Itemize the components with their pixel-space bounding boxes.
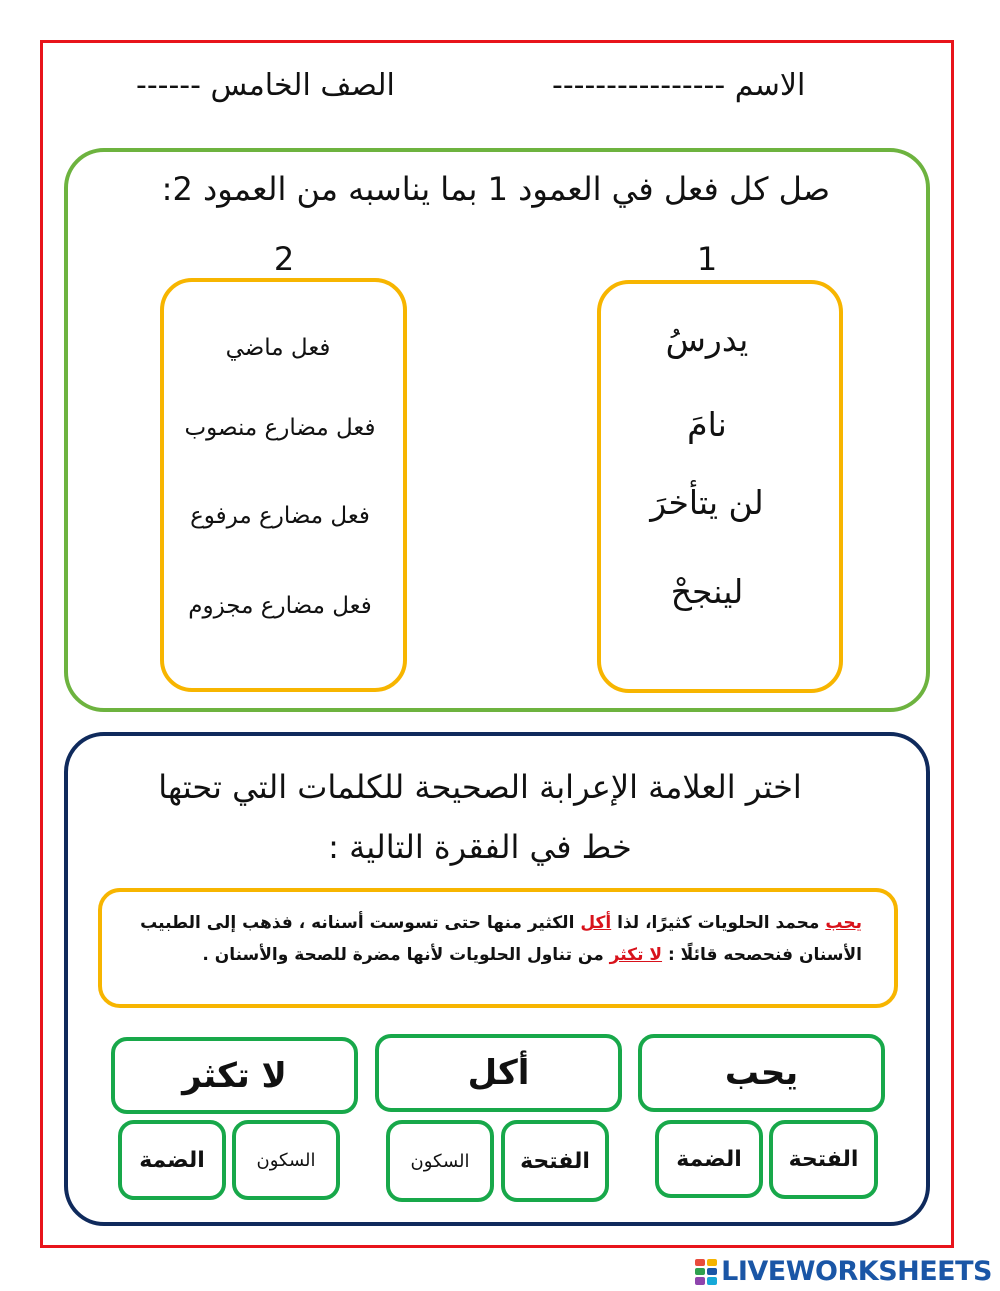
column2-word[interactable]: فعل مضارع مرفوع bbox=[190, 503, 370, 529]
passage-text: محمد الحلويات كثيرًا، لذا bbox=[611, 913, 826, 933]
word-box-yuhibb: يحب bbox=[638, 1034, 885, 1112]
passage-underlined-word: أكل bbox=[580, 913, 612, 933]
passage-line2 bbox=[120, 945, 862, 965]
passage-underlined-word: لا تكثر bbox=[609, 945, 663, 965]
column1-word[interactable]: لن يتأخرَ bbox=[650, 483, 764, 522]
task1-title: صل كل فعل في العمود 1 بما يناسبه من العمود 2: bbox=[161, 170, 830, 208]
word-box-la-tukthir: لا تكثر bbox=[111, 1037, 358, 1114]
option-button[interactable]: الفتحة bbox=[501, 1120, 609, 1202]
task2-title-line2: خط في الفقرة التالية : bbox=[328, 828, 632, 866]
option-button[interactable]: السكون bbox=[232, 1120, 340, 1200]
passage-text: من تناول الحلويات لأنها مضرة للصحة والأسنان . bbox=[202, 945, 610, 965]
liveworksheets-logo bbox=[695, 1256, 992, 1287]
class-label: الصف الخامس ------ bbox=[136, 68, 395, 103]
column1-number: 1 bbox=[696, 240, 718, 278]
column2-word[interactable]: فعل ماضي bbox=[225, 335, 331, 361]
column1-word[interactable]: لينجحْ bbox=[670, 572, 744, 611]
option-button[interactable]: الفتحة bbox=[769, 1120, 878, 1199]
passage-underlined-word: يحب bbox=[825, 913, 862, 933]
option-button[interactable]: الضمة bbox=[118, 1120, 226, 1200]
column1-word[interactable]: نامَ bbox=[687, 405, 727, 444]
task2-title-line1: اختر العلامة الإعرابة الصحيحة للكلمات التي تحتها bbox=[158, 768, 802, 806]
passage-line1 bbox=[120, 913, 862, 933]
column2-word[interactable]: فعل مضارع منصوب bbox=[184, 415, 376, 441]
liveworksheets-logo-icon bbox=[695, 1259, 717, 1285]
option-button[interactable]: السكون bbox=[386, 1120, 494, 1202]
passage-text: الأسنان فنحصحه قائلًا : bbox=[662, 945, 862, 965]
logo-text: LIVEWORKSHEETS bbox=[721, 1256, 992, 1287]
option-button[interactable]: الضمة bbox=[655, 1120, 763, 1198]
name-label: الاسم ---------------- bbox=[552, 68, 806, 103]
column2-word[interactable]: فعل مضارع مجزوم bbox=[188, 593, 372, 619]
word-box-akala: أكل bbox=[375, 1034, 622, 1112]
passage-text: الكثير منها حتى تسوست أسنانه ، فذهب إلى الطبيب bbox=[140, 913, 581, 933]
column1-word[interactable]: يدرسُ bbox=[665, 320, 749, 359]
column2-number: 2 bbox=[273, 240, 295, 278]
